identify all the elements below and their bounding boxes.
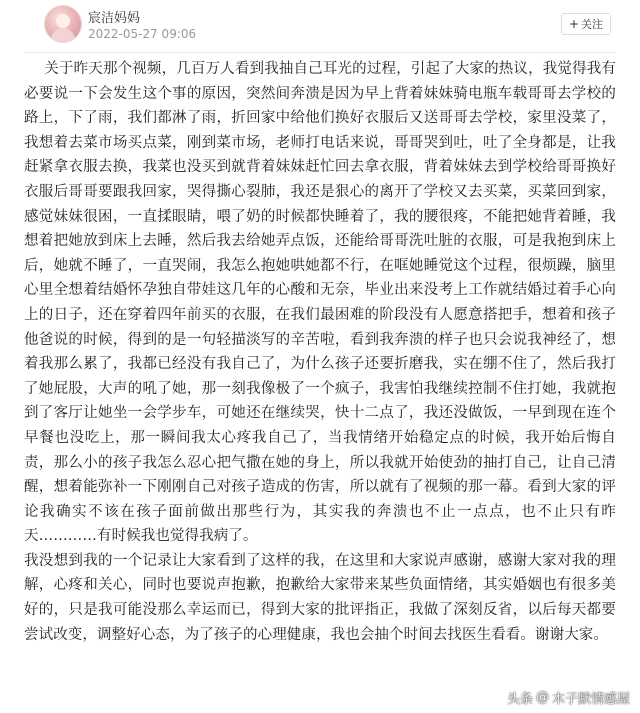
username[interactable]: 宸洁妈妈: [88, 11, 141, 26]
post-header: [0, 0, 640, 50]
source-watermark: [507, 688, 630, 707]
avatar[interactable]: [44, 5, 82, 43]
post-paragraph: 我没想到我的一个记录让大家看到了这样的我，在这里和大家说声感谢，感谢大家对我的理解，心疼和关心，同时也要说声抱歉，抱歉给大家带来某些负面情绪，其实婚姻也有很多美好的，只是我可能没那么幸运而已，得到大家的批评指正，我做了深刻反省，以后每天都要尝试改变，调整好心态，为了孩子的心理健康，我也会抽个时间去找医生看看。谢谢大家。: [24, 552, 616, 643]
plus-icon: +: [568, 17, 580, 31]
watermark-at: @: [535, 690, 549, 705]
watermark-handle: 木子默情感屋: [551, 692, 630, 707]
header-divider: [24, 52, 616, 53]
follow-button-label: 关注: [581, 18, 604, 31]
follow-button[interactable]: [561, 13, 611, 35]
avatar-face: [56, 14, 70, 28]
post-body: [24, 57, 616, 647]
watermark-prefix: 头条: [506, 692, 533, 707]
post-paragraph: 关于昨天那个视频，几百万人看到我抽自己耳光的过程，引起了大家的热议，我觉得我有必要说一下会发生这个事的原因，突然间奔溃是因为早上背着妹妹骑电瓶车载哥哥去学校的路上，下了雨，我们都淋了雨，折回家中给他们换好衣服后又送哥哥去学校，家里没菜了，我想着去菜市场买点菜，刚到菜市场，老师打电话来说，哥哥哭到吐，吐了全身都是，让我赶紧拿衣服去换，我菜也没买到就背着妹妹赶忙回去拿衣服，背着妹妹去到学校给哥哥换好衣服后哥哥要跟我回家，哭得撕心裂肺，我还是狠心的离开了学校又去买菜，买菜回到家，感觉妹妹很困，一直揉眼睛，喂了奶的时候都快睡着了，我的腰很疼，不能把她背着睡，我想着把她放到床上去睡，然后我去给她弄点饭，还能给哥哥洗吐脏的衣服，可是我抱到床上后，她就不睡了，一直哭闹，我怎么抱她哄她都不行，在哐她睡觉这个过程，很烦躁，脑里心里全想着结婚怀孕独自带娃这几年的心酸和无奈，毕业出来没考上工作就结婚过着手心向上的日子，还在穿着四年前买的衣服，在我们最困难的阶段没有人愿意搭把手，想着和孩子他爸说的时候，得到的是一句轻描淡写的辛苦啦，看到我奔溃的样子也只会说我神经了，想着我那么累了，我都已经没有我自己了，为什么孩子还要折磨我，实在绷不住了，然后我打了她屁股，大声的吼了她，那一刻我像极了一个疯子，我害怕我继续控制不住打她，我就抱到了客厅让她坐一会学步车，可她还在继续哭，快十二点了，我还没做饭，一早到现在连个早餐也没吃上，那一瞬间我太心疼我自己了，当我情绪开始稳定点的时候，我开始后悔自责，那么小的孩子我怎么忍心把气撒在她的身上，所以我就开始使劲的抽打自己，让自己清醒，想着能弥补一下刚刚自己对孩子造成的伤害，所以就有了视频的那一幕。看到大家的评论我确实不该在孩子面前做出那些行为，其实我的奔溃也不止一点点，也不止只有昨天…………有时候我也觉得我病了。: [24, 61, 616, 545]
avatar-body: [51, 28, 75, 43]
post-timestamp: 2022-05-27 09:06: [88, 27, 197, 41]
